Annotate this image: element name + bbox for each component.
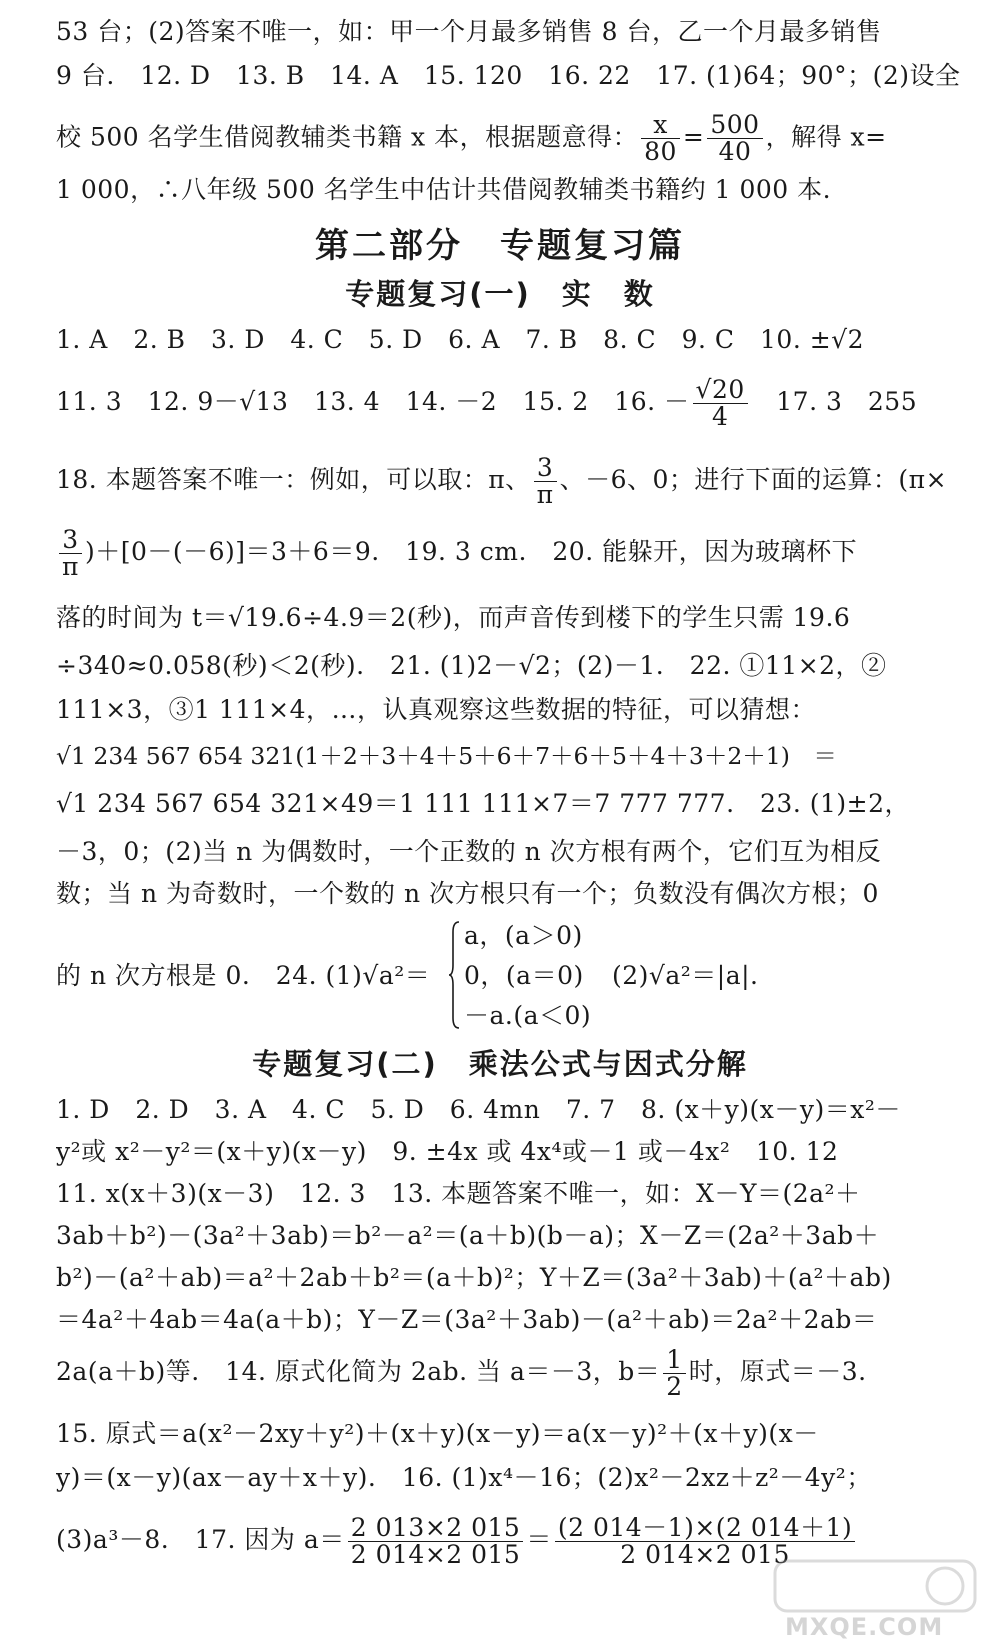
- fraction-numerator: 2 013×2 015: [348, 1515, 524, 1542]
- fraction-denominator: 2 014×2 015: [350, 1540, 521, 1569]
- brace-glyph: [448, 920, 460, 1030]
- watermark-logo: [765, 1555, 985, 1645]
- topic-heading: 专题复习(二) 乘法公式与因式分解: [252, 1047, 748, 1081]
- fraction-denominator: 4: [711, 402, 729, 431]
- topic-heading: 专题复习(一) 实 数: [345, 277, 655, 311]
- answer-line: y)＝(x－y)(ax－ay＋x＋y). 16. (1)x⁴－16；(2)x²－2xz＋z²－4y²；: [56, 1463, 872, 1492]
- fraction-denominator: 2: [666, 1372, 683, 1401]
- watermark-text: MXQE.COM: [785, 1613, 944, 1641]
- left-brace: [448, 920, 460, 1030]
- case-line: 0，(a＝0): [464, 961, 584, 990]
- fraction: [641, 112, 680, 166]
- line-text: 2a(a＋b)等. 14. 原式化简为 2ab. 当 a＝－3，b＝: [56, 1357, 661, 1386]
- answer-line: －3，0；(2)当 n 为偶数时，一个正数的 n 次方根有两个，它们互为相反: [56, 837, 882, 866]
- line-text: 的 n 次方根是 0. 24. (1)√a²＝: [56, 961, 431, 990]
- answer-line: ＝4a²＋4ab＝4a(a＋b)；Y－Z＝(3a²＋3ab)－(a²＋ab)＝2a²＋2ab＝: [56, 1305, 878, 1334]
- answer-line: 15. 原式＝a(x²－2xy＋y²)＋(x＋y)(x－y)＝a(x－y)²＋(x＋y)(x－: [56, 1419, 819, 1448]
- answer-line: 1 000，∴八年级 500 名学生中估计共借阅教辅类书籍约 1 000 本.: [56, 175, 832, 204]
- line-text: 17. 3 255: [750, 387, 918, 416]
- fraction: [693, 374, 748, 431]
- line-text: )＋[0－(－6)]＝3＋6＝9. 19. 3 cm. 20. 能躲开，因为玻璃杯下: [84, 537, 858, 566]
- case-line: －a.(a＜0): [464, 1001, 592, 1030]
- line-text: 18. 本题答案不唯一：例如，可以取：π、: [56, 465, 531, 494]
- fraction: [348, 1512, 524, 1569]
- answer-line: 落的时间为 t＝√19.6÷4.9＝2(秒)，而声音传到楼下的学生只需 19.6: [56, 603, 851, 632]
- answer-line: 1. A 2. B 3. D 4. C 5. D 6. A 7. B 8. C 9. C 10. ±√2: [56, 325, 865, 354]
- answer-line: [56, 372, 961, 432]
- answer-line: y²或 x²－y²＝(x＋y)(x－y) 9. ±4x 或 4x⁴或－1 或－4x² 10. 12: [56, 1137, 839, 1166]
- answer-line: 53 台；(2)答案不唯一，如：甲一个月最多销售 8 台，乙一个月最多销售: [56, 17, 882, 46]
- fraction-denominator: 2 014×2 015: [620, 1540, 790, 1569]
- fraction-numerator: 500: [707, 112, 762, 139]
- line-text: (3)a³－8. 17. 因为 a＝: [56, 1525, 345, 1554]
- line-text: 时，原式＝－3.: [688, 1357, 867, 1386]
- fraction-numerator: (2 014－1)×(2 014＋1): [555, 1515, 855, 1542]
- answer-line: [56, 1344, 961, 1400]
- fraction-numerator: x: [641, 112, 680, 139]
- fraction-denominator: π: [536, 480, 554, 509]
- piecewise-answer: [56, 918, 961, 1036]
- fraction-numerator: 1: [663, 1347, 685, 1374]
- fraction-numerator: √20: [693, 377, 748, 404]
- line-text: 11. 3 12. 9－√13 13. 4 14. －2 15. 2 16. －: [56, 387, 690, 416]
- answer-line: 1. D 2. D 3. A 4. C 5. D 6. 4mn 7. 7 8. (x＋y)(x－y)＝x²－: [56, 1095, 901, 1124]
- line-text: 、－6、0；进行下面的运算：(π×: [559, 465, 948, 494]
- answer-line: 数；当 n 为奇数时，一个数的 n 次方根只有一个；负数没有偶次方根；0: [56, 879, 879, 908]
- answer-line: 9 台. 12. D 13. B 14. A 15. 120 16. 22 17. (1)64；90°；(2)设全: [56, 61, 961, 90]
- answer-line: √1 234 567 654 321(1＋2＋3＋4＋5＋6＋7＋6＋5＋4＋3＋2＋1) ＝: [56, 742, 837, 770]
- line-text: (2)√a²＝|a|.: [612, 961, 759, 990]
- fraction: [707, 112, 762, 166]
- answer-line: 111×3，③1 111×4，…，认真观察这些数据的特征，可以猜想：: [56, 695, 816, 724]
- fraction-numerator: 3: [59, 527, 82, 554]
- fraction: [534, 452, 557, 509]
- answer-line: √1 234 567 654 321×49＝1 111 111×7＝7 777 777. 23. (1)±2，: [56, 789, 910, 818]
- fraction-denominator: 80: [644, 137, 677, 166]
- answer-line: [56, 112, 961, 166]
- fraction-denominator: π: [62, 552, 79, 581]
- case-line: a，(a＞0): [464, 921, 583, 950]
- line-text: 校 500 名学生借阅教辅类书籍 x 本，根据题意得：: [56, 122, 639, 152]
- equals-sign: ＝: [526, 1525, 552, 1554]
- fraction-numerator: 3: [534, 455, 557, 482]
- line-text: ，解得 x=: [765, 122, 887, 152]
- answer-line: 11. x(x＋3)(x－3) 12. 3 13. 本题答案不唯一，如：X－Y＝(2a²＋: [56, 1179, 861, 1208]
- fraction: [59, 524, 82, 581]
- fraction: [663, 1344, 685, 1401]
- answer-line: [56, 524, 961, 580]
- answer-line: [56, 452, 961, 508]
- equals-sign: =: [682, 122, 705, 152]
- answer-line: b²)－(a²＋ab)＝a²＋2ab＋b²＝(a＋b)²；Y＋Z＝(3a²＋3ab)＋(a²＋ab): [56, 1263, 892, 1292]
- answer-line: 3ab＋b²)－(3a²＋3ab)＝b²－a²＝(a＋b)(b－a)；X－Z＝(2a²＋3ab＋: [56, 1221, 880, 1250]
- fraction-denominator: 40: [718, 137, 752, 166]
- answer-line: ÷340≈0.058(秒)＜2(秒). 21. (1)2－√2；(2)－1. 22. ①11×2，②: [56, 651, 887, 680]
- section-heading: 第二部分 专题复习篇: [315, 226, 685, 266]
